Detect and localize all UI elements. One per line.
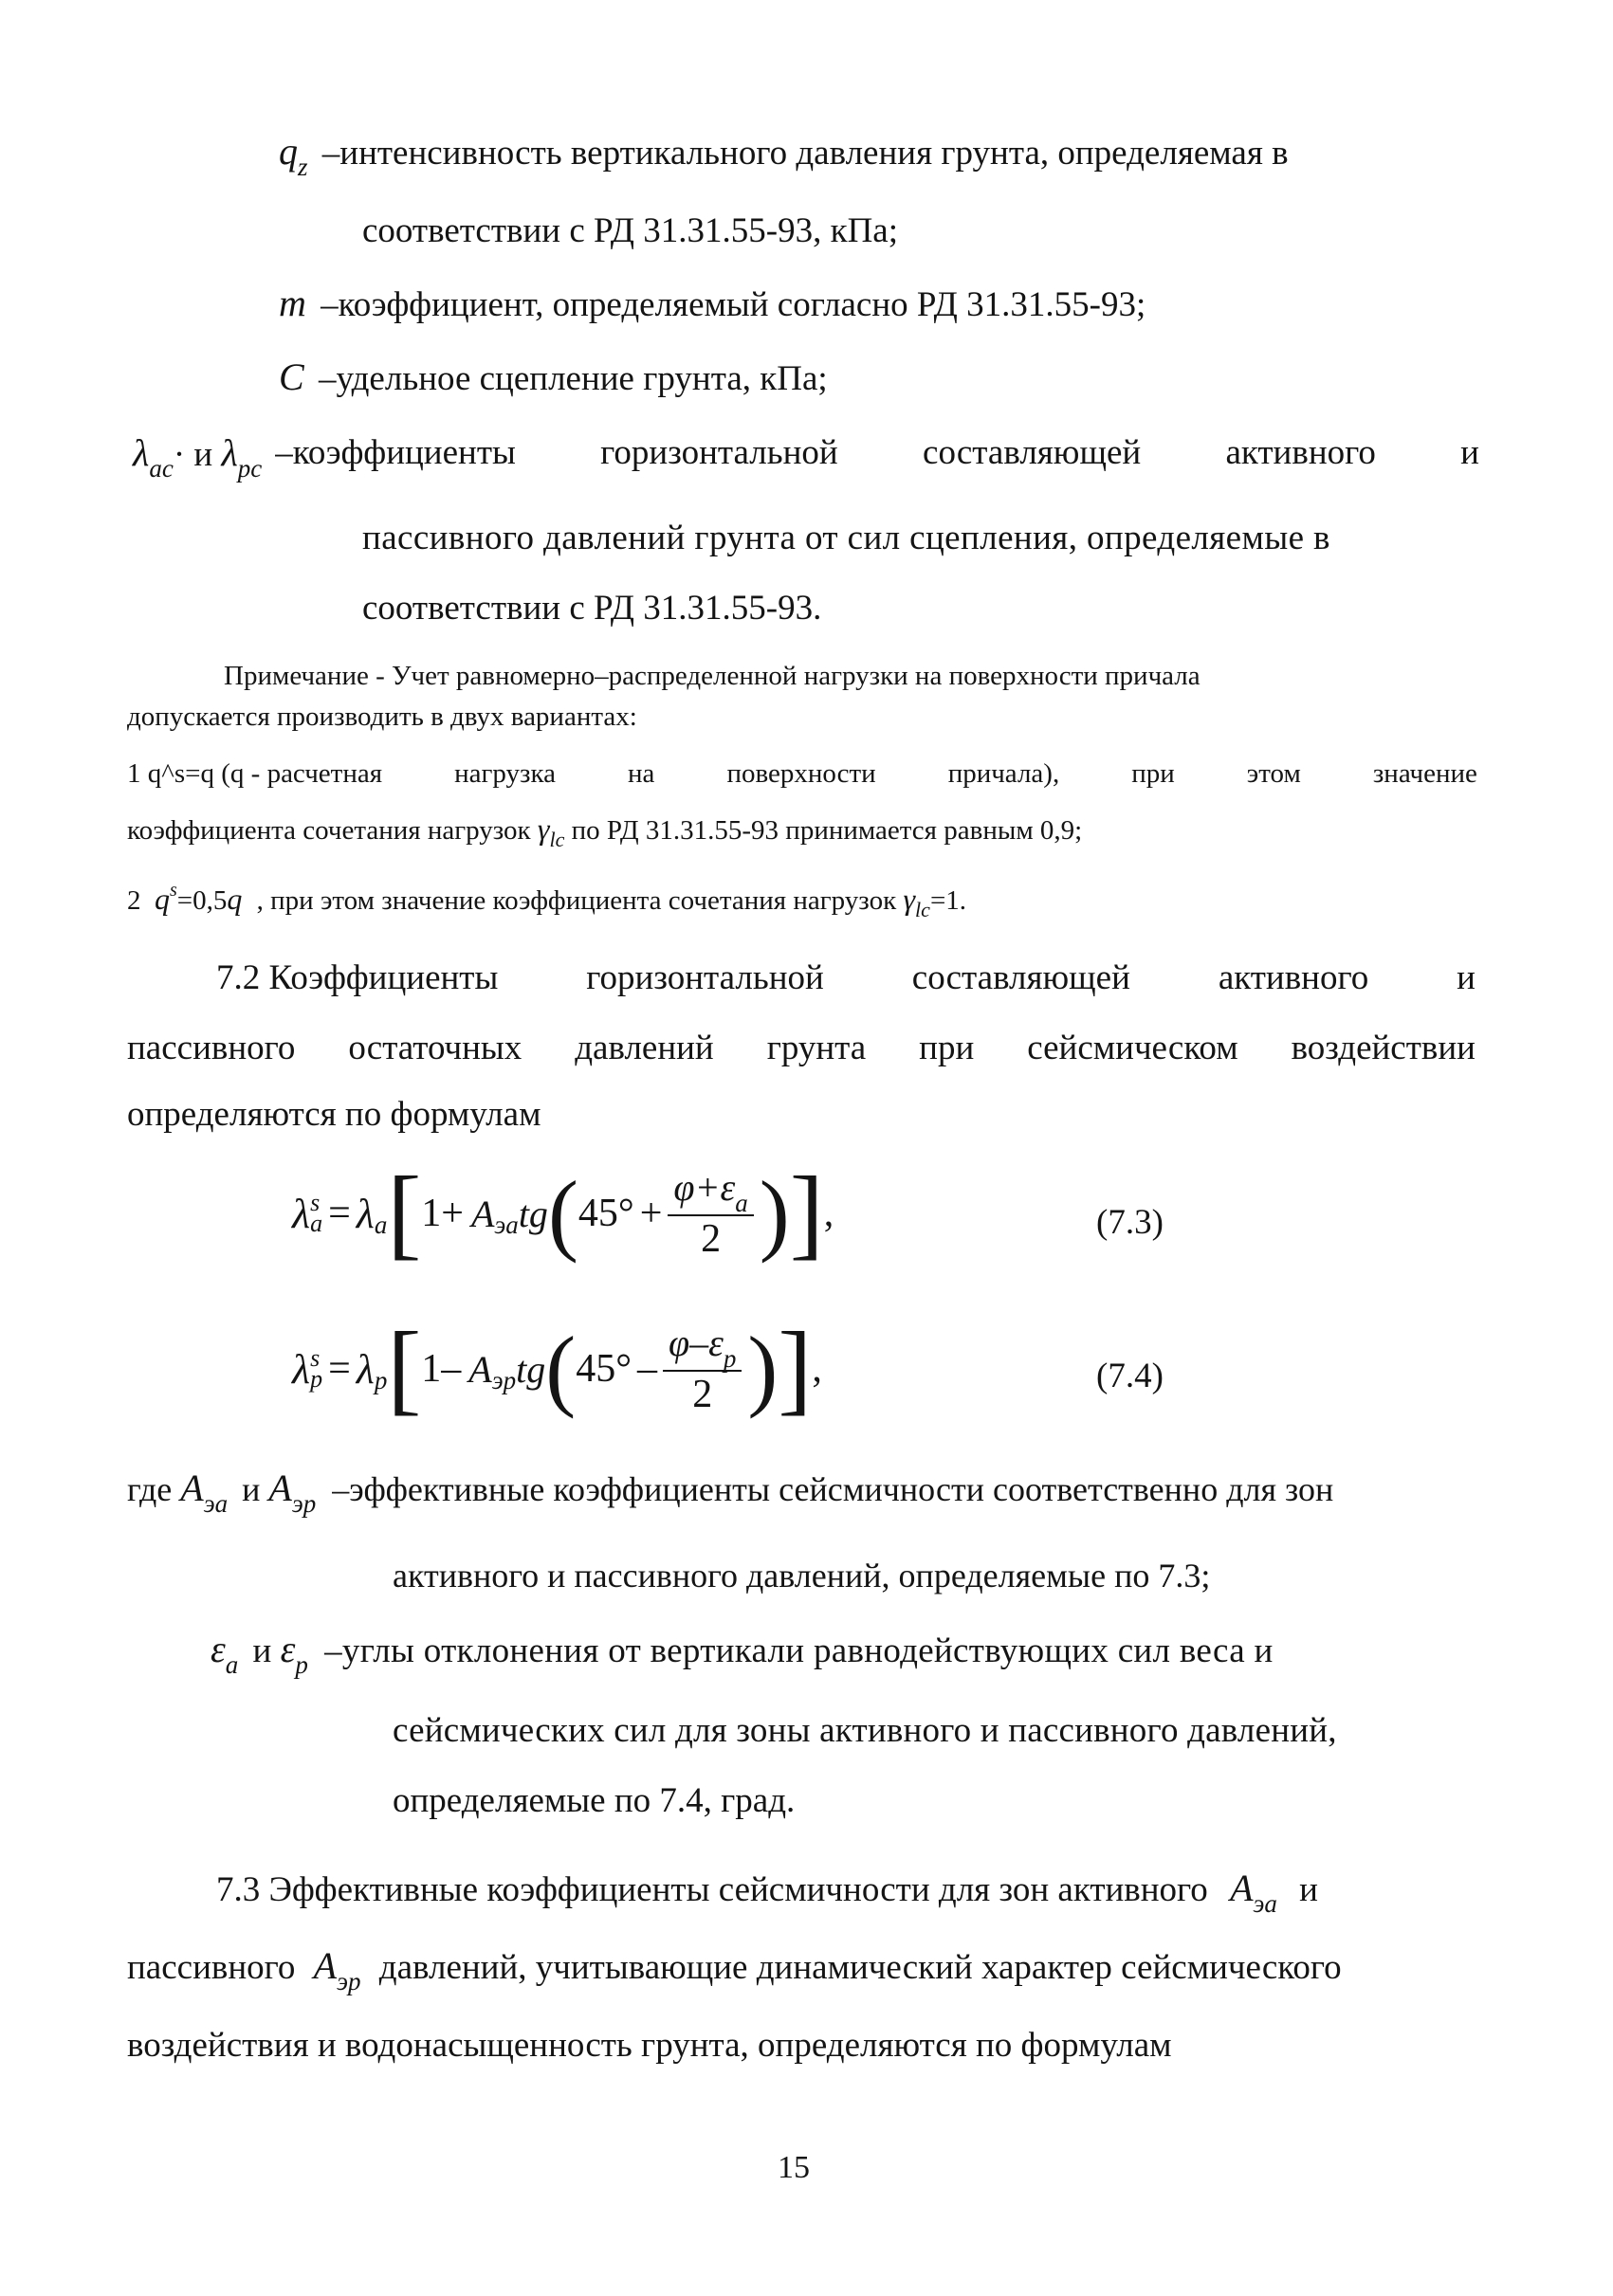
word: 7.2 Коэффициенты [216, 958, 499, 997]
section-text: пассивного [127, 1948, 296, 1987]
equals: = [328, 1192, 351, 1235]
symbol-epsilon: ε [280, 1628, 296, 1670]
left-paren: ( [547, 1162, 578, 1264]
note-word: поверхности [726, 758, 876, 789]
symbol-subscript: эa [494, 1210, 519, 1239]
right-bracket: ] [789, 1157, 824, 1269]
word: пассивного [127, 1029, 296, 1067]
note-line-1: Примечание - Учет равномерно–распределенной нагрузки на поверхности причала [224, 661, 1201, 691]
def-lambda-words [275, 432, 1479, 478]
comma: , [812, 1347, 822, 1391]
fraction [668, 1165, 753, 1262]
note-text: =1. [929, 885, 967, 916]
section-text: и [1299, 1870, 1318, 1909]
where-line-1 [127, 1467, 1334, 1518]
symbol-gamma: γ [903, 882, 916, 916]
note-text: 2 [127, 885, 141, 916]
word: грунта [766, 1029, 867, 1067]
symbol-epsilon: ε [211, 1628, 226, 1670]
symbol-subscript: p [374, 1365, 388, 1394]
def-lambda-cont2: соответствии с РД 31.31.55-93. [362, 589, 822, 628]
formula-number-7-4: (7.4) [1096, 1357, 1164, 1395]
where-line-1-cont: активного и пассивного давлений, определяемые по 7.3; [393, 1557, 1211, 1594]
symbol-superscript: s [170, 880, 177, 901]
tg: tg [516, 1347, 546, 1391]
right-paren: ) [747, 1318, 779, 1419]
symbol-subscript: a [735, 1189, 748, 1217]
comma: , [823, 1192, 834, 1235]
def-c [279, 356, 828, 400]
note-text: , при этом значение коэффициента сочетания нагрузок [256, 885, 897, 916]
word: сейсмическом [1027, 1029, 1238, 1067]
symbol-subscript: a [225, 1650, 239, 1679]
symbol-subscript: pc [237, 454, 263, 483]
section-7-3-line-2 [127, 1944, 1342, 1995]
word: горизонтальной [586, 958, 824, 997]
word: и [1460, 433, 1479, 472]
def-text: –удельное сцепление грунта, кПа; [318, 359, 828, 398]
note-word: на [628, 758, 655, 789]
note-text: =0,5 [176, 885, 228, 916]
where-text: –эффективные коэффициенты сейсмичности соответственно для зон [332, 1470, 1334, 1508]
symbol-A: A [1230, 1867, 1254, 1909]
word: при [919, 1029, 975, 1067]
symbol-subscript: эp [491, 1365, 517, 1394]
page-number: 15 [778, 2150, 810, 2185]
word: давлений [575, 1029, 714, 1067]
word: горизонтальной [600, 433, 838, 472]
def-lambda [133, 431, 1479, 483]
where-text: –углы отклонения от вертикали равнодействующих сил веса и [324, 1631, 1274, 1670]
note-word: значение [1372, 758, 1477, 789]
left-bracket: [ [387, 1157, 422, 1269]
note-word: при [1131, 758, 1175, 789]
symbol-lambda-pc: λ [221, 431, 238, 474]
left-paren: ( [545, 1318, 577, 1419]
symbol-q: q [279, 130, 298, 173]
symbol-subscript: a [310, 1210, 323, 1237]
formula-7-3 [292, 1155, 834, 1272]
symbol-superscript: s [310, 1189, 321, 1216]
symbol-A: A [313, 1944, 338, 1987]
symbol-superscript: s [310, 1344, 321, 1372]
symbol-A: A [470, 1192, 495, 1235]
section-7-3-line-3: воздействия и водонасыщенность грунта, определяются по формулам [127, 2026, 1172, 2065]
connector: · и [173, 435, 222, 474]
formula-text: 1+ [421, 1192, 464, 1235]
note-word: причала), [947, 758, 1060, 789]
tg: tg [518, 1192, 548, 1235]
symbol-subscript: эa [203, 1489, 229, 1518]
note-word: этом [1246, 758, 1301, 789]
section-7-2-line-1 [216, 957, 1476, 999]
symbol-lambda: λ [356, 1190, 375, 1237]
symbol-subscript: p [723, 1344, 737, 1373]
def-text: –интенсивность вертикального давления грунта, определяемая в [321, 134, 1289, 173]
def-lambda-cont1: пассивного давлений грунта от сил сцепления, определяемые в [362, 519, 1330, 557]
section-7-2-line-2 [127, 1028, 1476, 1069]
denominator: 2 [692, 1373, 713, 1416]
symbol-lambda: λ [356, 1345, 375, 1393]
section-text: 7.3 Эффективные коэффициенты сейсмичности для зон активного [216, 1870, 1208, 1909]
formula-number-7-3: (7.3) [1096, 1203, 1164, 1242]
symbol-subscript: ac [149, 454, 174, 483]
symbol-subscript: a [374, 1210, 388, 1239]
operator: – [637, 1347, 658, 1391]
note-line-4 [127, 811, 1082, 849]
symbol-lambda: λ [292, 1190, 311, 1237]
section-text: давлений, учитывающие динамический характер сейсмического [378, 1948, 1342, 1987]
numerator-text: φ+ε [673, 1166, 736, 1209]
word: воздействии [1291, 1029, 1476, 1067]
symbol-c: C [279, 355, 304, 398]
numerator-text: φ–ε [669, 1321, 724, 1364]
symbol-A: A [268, 1467, 292, 1509]
angle: 45° [577, 1192, 634, 1235]
word: составляющей [923, 433, 1142, 472]
def-m [279, 282, 1146, 326]
numerator [663, 1321, 742, 1372]
formula-7-4 [292, 1310, 822, 1428]
section-7-3-line-1 [216, 1867, 1318, 1918]
angle: 45° [576, 1347, 632, 1391]
note-word: нагрузка [454, 758, 556, 789]
symbol-lambda-ac: λ [133, 431, 150, 474]
where-word: и [242, 1470, 261, 1508]
symbol-lambda: λ [292, 1345, 311, 1393]
symbol-subscript: эp [291, 1489, 317, 1518]
word: составляющей [911, 958, 1130, 997]
right-bracket: ] [778, 1312, 813, 1425]
word: активного [1218, 958, 1369, 997]
word: и [1457, 958, 1476, 997]
where-line-2-cont1: сейсмических сил для зоны активного и пассивного давлений, [393, 1711, 1337, 1750]
fraction [663, 1321, 742, 1417]
numerator [668, 1165, 753, 1216]
where-line-2-cont2: определяемые по 7.4, град. [393, 1781, 796, 1820]
word: активного [1225, 433, 1376, 472]
note-line-3 [127, 756, 1477, 791]
note-line-5 [127, 882, 966, 920]
symbol-q: q [155, 882, 170, 916]
note-line-2: допускается производить в двух вариантах: [127, 702, 637, 732]
symbol-A: A [180, 1467, 204, 1509]
symbol-subscript: lc [915, 898, 930, 921]
word: –коэффициенты [275, 433, 516, 472]
symbol-subscript: эp [337, 1967, 361, 1995]
symbol-subscript: p [295, 1650, 308, 1679]
where-word: и [252, 1631, 272, 1670]
def-qz-cont: соответствии с РД 31.31.55-93, кПа; [362, 211, 898, 250]
word: остаточных [348, 1029, 522, 1067]
section-7-2-line-3: определяются по формулам [127, 1095, 541, 1134]
symbol-subscript: эa [1253, 1889, 1277, 1918]
symbol-subscript: z [298, 153, 308, 181]
denominator: 2 [701, 1217, 722, 1261]
symbol-gamma: γ [537, 811, 550, 846]
operator: + [639, 1192, 663, 1235]
right-paren: ) [759, 1162, 790, 1264]
symbol-A: A [468, 1347, 492, 1391]
where-word: где [127, 1470, 173, 1508]
formula-text: 1– [421, 1347, 462, 1391]
note-word: 1 q^s=q (q - расчетная [127, 758, 383, 789]
symbol-subscript: lc [549, 828, 565, 851]
def-qz [279, 130, 1289, 181]
symbol-q: q [227, 882, 243, 916]
where-line-2 [211, 1628, 1274, 1679]
symbol-subscript: p [310, 1365, 323, 1393]
symbol-m: m [279, 282, 306, 324]
equals: = [328, 1347, 351, 1391]
left-bracket: [ [387, 1312, 422, 1425]
def-text: –коэффициент, определяемый согласно РД 31.31.55-93; [321, 285, 1146, 324]
note-text: по РД 31.31.55-93 принимается равным 0,9; [571, 815, 1083, 846]
note-text: коэффициента сочетания нагрузок [127, 815, 531, 846]
